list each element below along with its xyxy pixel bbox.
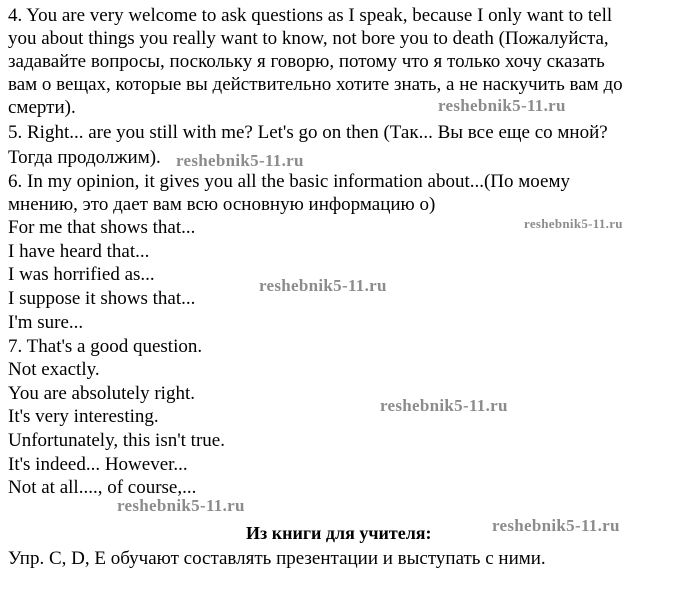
footer-line: Упр. C, D, E обучают составлять презентации и выступать с ними. xyxy=(8,548,546,569)
text-line: мнению, это дает вам всю основную информацию о) xyxy=(8,194,436,215)
text-line: I'm sure... xyxy=(8,312,84,333)
text-line: Тогда продолжим). xyxy=(8,147,161,168)
text-line: I suppose it shows that... xyxy=(8,288,196,309)
text-line: задавайте вопросы, поскольку я говорю, потому что я только хочу сказать xyxy=(8,51,605,72)
text-line: смерти). xyxy=(8,97,76,118)
text-line: 7. That's a good question. xyxy=(8,336,203,357)
watermark: reshebnik5-11.ru xyxy=(176,151,304,170)
text-line: I have heard that... xyxy=(8,241,150,262)
text-line: Not exactly. xyxy=(8,359,100,380)
watermark: reshebnik5-11.ru xyxy=(492,516,620,535)
watermark: reshebnik5-11.ru xyxy=(380,396,508,415)
text-line: For me that shows that... xyxy=(8,217,196,238)
text-line: вам о вещах, которые вы действительно хотите знать, а не наскучить вам до xyxy=(8,74,623,95)
watermark: reshebnik5-11.ru xyxy=(438,96,566,115)
watermark: reshebnik5-11.ru xyxy=(524,216,623,231)
watermark: reshebnik5-11.ru xyxy=(117,496,245,515)
text-line: You are absolutely right. xyxy=(8,383,195,404)
section-heading: Из книги для учителя: xyxy=(246,523,432,543)
text-line: 6. In my opinion, it gives you all the basic information about...(По моему xyxy=(8,171,570,192)
text-line: It's indeed... However... xyxy=(8,454,188,475)
text-line: 5. Right... are you still with me? Let's go on then (Так... Вы все еще со мной? xyxy=(8,122,608,143)
text-line: Unfortunately, this isn't true. xyxy=(8,430,225,451)
watermark: reshebnik5-11.ru xyxy=(259,276,387,295)
text-line: 4. You are very welcome to ask questions as I speak, because I only want to tell xyxy=(8,5,613,26)
text-line: Not at all...., of course,... xyxy=(8,477,197,498)
text-line: It's very interesting. xyxy=(8,406,159,427)
text-line: you about things you really want to know, not bore you to death (Пожалуйста, xyxy=(8,28,609,49)
text-line: I was horrified as... xyxy=(8,264,155,285)
